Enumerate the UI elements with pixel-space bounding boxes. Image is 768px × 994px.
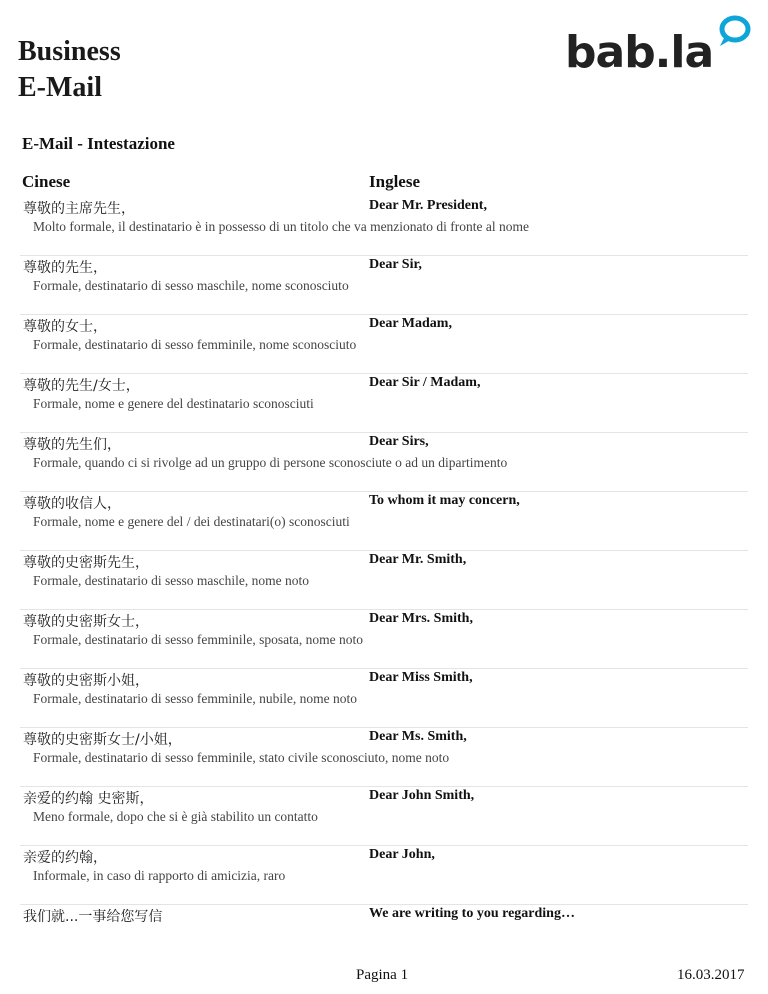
phrase-chinese: 我们就...一事给您写信 — [23, 909, 163, 925]
list-item — [20, 670, 748, 728]
list-item — [20, 316, 748, 374]
title-line-2: E-Mail — [18, 72, 102, 103]
list-item — [20, 552, 748, 610]
list-item — [20, 257, 748, 315]
phrase-chinese: 亲爱的约翰， — [23, 850, 107, 866]
document-title — [18, 34, 121, 106]
row-divider — [20, 373, 748, 374]
phrase-usage-note: Formale, quando ci si rivolge ad un gruppo di persone sconosciute o ad un dipartimento — [33, 455, 508, 470]
phrase-usage-note: Formale, destinatario di sesso femminile, stato civile sconosciuto, nome noto — [33, 750, 450, 765]
column-header-source: Cinese — [22, 172, 71, 191]
phrase-english: Dear Madam, — [369, 316, 452, 331]
phrase-usage-note: Formale, nome e genere del / dei destinatari(o) sconosciuti — [33, 514, 350, 529]
phrase-chinese: 尊敬的史密斯女士/小姐， — [23, 732, 182, 748]
list-item — [20, 729, 748, 787]
phrase-usage-note: Informale, in caso di rapporto di amicizia, raro — [33, 868, 286, 883]
column-header-target: Inglese — [369, 172, 420, 191]
list-item — [20, 906, 748, 964]
row-divider — [20, 255, 748, 256]
list-item — [20, 198, 748, 256]
phrase-chinese: 尊敬的主席先生， — [23, 201, 135, 217]
row-divider — [20, 845, 748, 846]
phrase-chinese: 尊敬的女士， — [23, 319, 107, 335]
phrase-chinese: 尊敬的史密斯先生， — [23, 555, 149, 571]
phrase-chinese: 尊敬的先生/女士， — [23, 378, 140, 394]
page-number: Pagina 1 — [356, 967, 409, 983]
phrase-english: Dear John Smith, — [369, 788, 475, 803]
phrase-english: Dear Mrs. Smith, — [369, 611, 473, 626]
row-divider — [20, 727, 748, 728]
footer-date: 16.03.2017 — [677, 967, 745, 983]
phrase-english: Dear Mr. President, — [369, 198, 487, 213]
phrase-usage-note: Meno formale, dopo che si è già stabilito un contatto — [33, 809, 318, 824]
phrase-chinese: 尊敬的先生， — [23, 260, 107, 276]
list-item — [20, 434, 748, 492]
phrase-english: Dear John, — [369, 847, 435, 862]
list-item — [20, 847, 748, 905]
phrase-usage-note: Molto formale, il destinatario è in possesso di un titolo che va menzionato di fronte al nome — [33, 219, 530, 234]
babla-logo — [565, 14, 751, 80]
phrase-english: We are writing to you regarding… — [369, 906, 575, 921]
row-divider — [20, 786, 748, 787]
phrase-english: Dear Sir / Madam, — [369, 375, 481, 390]
row-divider — [20, 432, 748, 433]
section-title: E-Mail - Intestazione — [22, 134, 175, 153]
phrase-chinese: 亲爱的约翰 史密斯， — [23, 791, 154, 807]
phrase-usage-note: Formale, destinatario di sesso femminile, nubile, nome noto — [33, 691, 357, 706]
phrase-usage-note: Formale, destinatario di sesso maschile, nome sconosciuto — [33, 278, 349, 293]
phrase-english: Dear Miss Smith, — [369, 670, 473, 685]
row-divider — [20, 550, 748, 551]
phrase-chinese: 尊敬的先生们， — [23, 437, 121, 453]
phrase-usage-note: Formale, destinatario di sesso femminile, nome sconosciuto — [33, 337, 357, 352]
list-item — [20, 493, 748, 551]
phrase-english: To whom it may concern, — [369, 493, 520, 508]
speech-bubble-icon — [715, 14, 751, 50]
logo-wordmark: bab.la — [565, 27, 714, 78]
row-divider — [20, 491, 748, 492]
phrase-usage-note: Formale, destinatario di sesso femminile, sposata, nome noto — [33, 632, 363, 647]
list-item — [20, 375, 748, 433]
row-divider — [20, 314, 748, 315]
phrase-english: Dear Sir, — [369, 257, 422, 272]
phrase-english: Dear Sirs, — [369, 434, 429, 449]
phrase-chinese: 尊敬的收信人， — [23, 496, 121, 512]
phrase-usage-note: Formale, nome e genere del destinatario sconosciuti — [33, 396, 314, 411]
list-item — [20, 611, 748, 669]
title-line-1: Business — [18, 36, 121, 67]
phrase-chinese: 尊敬的史密斯女士， — [23, 614, 149, 630]
row-divider — [20, 609, 748, 610]
row-divider — [20, 668, 748, 669]
phrase-chinese: 尊敬的史密斯小姐， — [23, 673, 149, 689]
phrase-english: Dear Ms. Smith, — [369, 729, 467, 744]
list-item — [20, 788, 748, 846]
phrase-usage-note: Formale, destinatario di sesso maschile, nome noto — [33, 573, 309, 588]
row-divider — [20, 904, 748, 905]
phrase-english: Dear Mr. Smith, — [369, 552, 467, 567]
